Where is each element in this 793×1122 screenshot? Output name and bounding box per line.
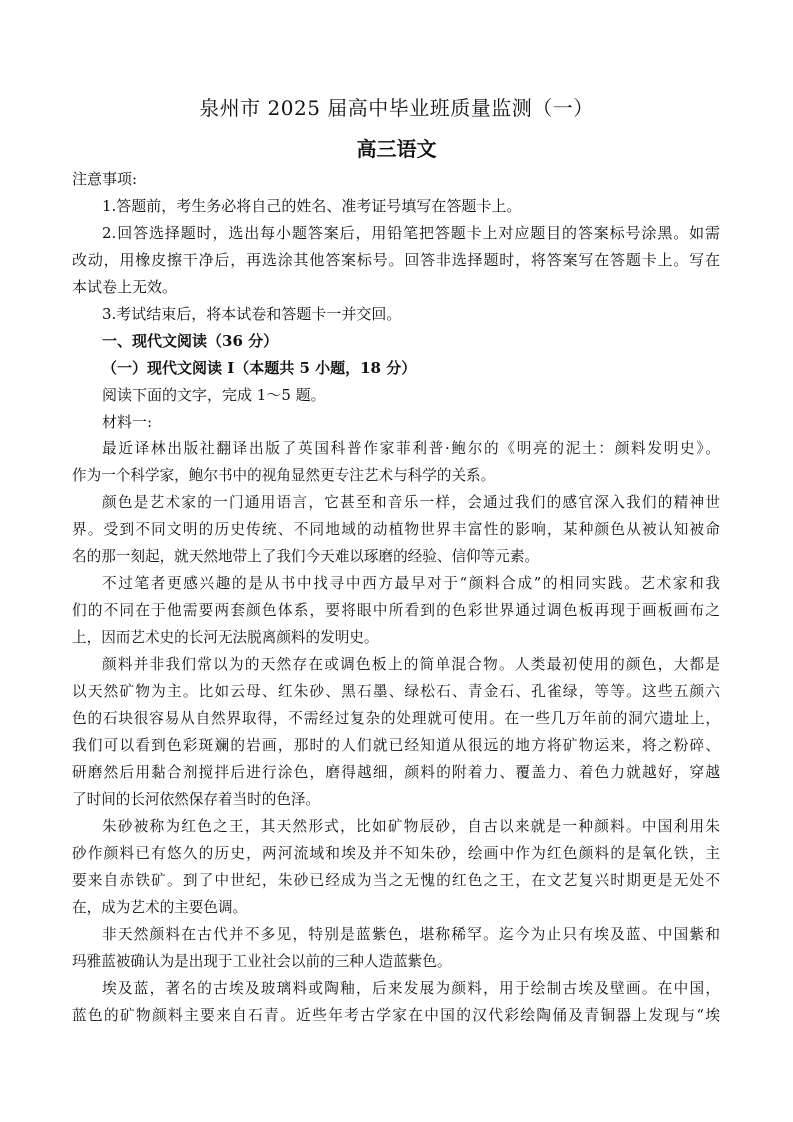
passage-line: 名的那一刻起，就天然地带上了我们今天难以琢磨的经验、信仰等元素。: [72, 548, 540, 565]
notice-item-2-line-3: 本试卷上无效。: [72, 278, 178, 296]
notice-item-2-line-1: 2.回答选择题时，选出每小题答案后，用铅笔把答题卡上对应题目的答案标号涂黑。如需: [102, 224, 720, 242]
exam-subject: 高三语文: [356, 137, 437, 161]
passage-line: 蓝色的矿物颜料主要来自石青。近些年考古学家在中国的汉代彩绘陶俑及青铜器上发现与“埃: [72, 1007, 720, 1024]
passage-line: 非天然颜料在古代并不多见，特别是蓝紫色，堪称稀罕。迄今为止只有埃及蓝、中国紫和: [102, 926, 720, 943]
passage-line: 不过笔者更感兴趣的是从书中找寻中西方最早对于“颜料合成”的相同实践。艺术家和我: [102, 575, 720, 592]
passage-line: 们的不同在于他需要两套颜色体系，要将眼中所看到的色彩世界通过调色板再现于画板画布之: [72, 602, 720, 619]
material-label: 材料一:: [102, 413, 153, 431]
passage-line: 朱砂被称为红色之王，其天然形式，比如矿物辰砂，自古以来就是一种颜料。中国利用朱: [102, 818, 720, 835]
section-heading: 一、现代文阅读（36 分）: [102, 332, 279, 350]
passage-line: 上，因而艺术史的长河无法脱离颜料的发明史。: [72, 629, 379, 646]
passage-line: 颜料并非我们常以为的天然存在或调色板上的简单混合物。人类最初使用的颜色，大都是: [102, 656, 720, 673]
passage-line: 色的石块很容易从自然界取得，不需经过复杂的处理就可使用。在一些几万年前的洞穴遗址上，: [72, 710, 720, 727]
passage-line: 最近译林出版社翻译出版了英国科普作家菲利普·鲍尔的《明亮的泥土：颜料发明史》。: [102, 440, 720, 457]
passage-line: 以天然矿物为主。比如云母、红朱砂、黑石墨、绿松石、青金石、孔雀绿，等等。这些五颜六: [72, 683, 720, 700]
notice-heading: 注意事项:: [72, 170, 138, 188]
section-subheading: （一）现代文阅读 I（本题共 5 小题，18 分）: [102, 359, 417, 377]
passage-line: 颜色是艺术家的一门通用语言，它甚至和音乐一样，会通过我们的感官深入我们的精神世: [102, 494, 720, 511]
passage-line: 了时间的长河依然保存着当时的色泽。: [72, 791, 321, 808]
passage-line: 埃及蓝，著名的古埃及玻璃料或陶釉，后来发展为颜料，用于绘制古埃及壁画。在中国，: [102, 980, 720, 997]
reading-instruction: 阅读下面的文字，完成 1～5 题。: [102, 386, 326, 404]
passage-line: 玛雅蓝被确认为是出现于工业社会以前的三种人造蓝紫色。: [72, 953, 452, 970]
passage-line: 研磨然后用黏合剂搅拌后进行涂色，磨得越细，颜料的附着力、覆盖力、着色力就越好，穿越: [72, 764, 720, 781]
notice-item-3: 3.考试结束后，将本试卷和答题卡一并交回。: [102, 305, 402, 323]
passage-line: 界。受到不同文明的历史传统、不同地域的动植物世界丰富性的影响，某种颜色从被认知被命: [72, 521, 720, 538]
passage-line: 要来自赤铁矿。到了中世纪，朱砂已经成为当之无愧的红色之王，在文艺复兴时期更是无处不: [72, 872, 720, 889]
notice-item-1: 1.答题前，考生务必将自己的姓名、准考证号填写在答题卡上。: [102, 197, 522, 215]
notice-item-2-line-2: 改动，用橡皮擦干净后，再选涂其他答案标号。回答非选择题时，将答案写在答题卡上。写在: [72, 251, 720, 269]
passage-line: 我们可以看到色彩斑斓的岩画，那时的人们就已经知道从很远的地方将矿物运来，将之粉碎、: [72, 737, 720, 754]
passage-line: 在，成为艺术的主要色调。: [72, 899, 248, 916]
passage-line: 作为一个科学家，鲍尔书中的视角显然更专注艺术与科学的关系。: [72, 467, 496, 484]
passage-line: 砂作颜料已有悠久的历史，两河流域和埃及并不知朱砂，绘画中作为红色颜料的是氧化铁，主: [72, 845, 720, 862]
exam-title: 泉州市 2025 届高中毕业班质量监测（一）: [199, 96, 594, 120]
